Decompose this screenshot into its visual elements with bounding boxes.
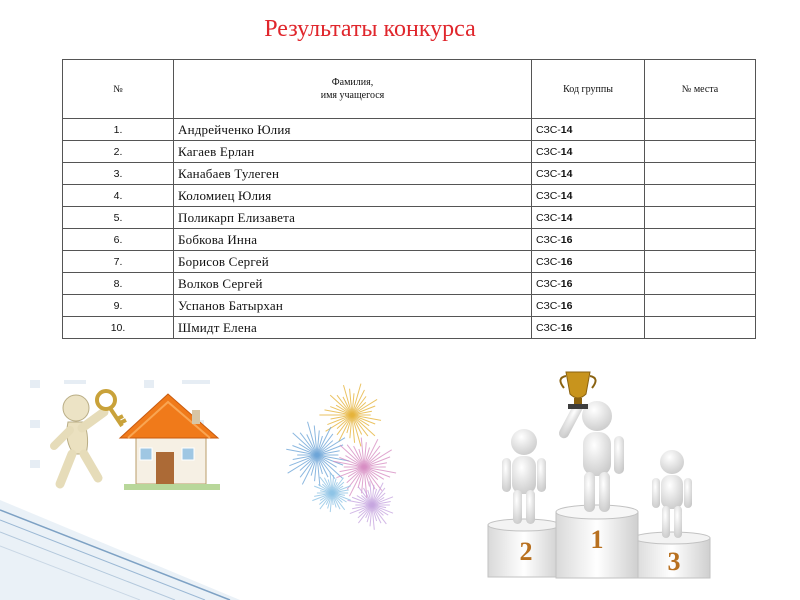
podium-label-3: 3 [667,547,681,576]
student-name: Канабаев Тулеген [174,163,532,185]
header-name [174,60,532,119]
corner-stripes-decoration [0,500,240,600]
group-code [532,317,645,339]
group-number: 14 [560,167,573,180]
person-figure [54,395,104,484]
student-name: Поликарп Елизавета [174,207,532,229]
student-name: Бобкова Инна [174,229,532,251]
group-number: 16 [560,299,573,312]
place-cell [645,163,756,185]
podium-illustration [438,360,778,585]
page-title: Результаты конкурса [264,16,476,42]
group-prefix: СЗС- [536,255,561,268]
table-row [63,295,756,317]
group-prefix: СЗС- [536,321,561,334]
table-row [63,185,756,207]
fireworks-illustration [272,375,422,535]
student-name: Борисов Сергей [174,251,532,273]
place-cell [645,141,756,163]
group-prefix: СЗС- [536,189,561,202]
house-key-illustration [24,372,234,500]
row-number: 1. [63,119,174,141]
group-code [532,163,645,185]
place-cell [645,229,756,251]
group-prefix: СЗС- [536,167,561,180]
group-number: 14 [560,145,573,158]
podium-label-1: 1 [590,525,604,554]
place-cell [645,295,756,317]
group-code [532,119,645,141]
header-num: № [63,60,174,119]
group-code [532,207,645,229]
group-code [532,273,645,295]
key-icon [97,391,126,426]
place-cell [645,317,756,339]
header-place: № места [645,60,756,119]
group-code [532,251,645,273]
row-number: 2. [63,141,174,163]
group-prefix: СЗС- [536,233,561,246]
group-number: 14 [560,211,573,224]
student-name: Успанов Батырхан [174,295,532,317]
row-number: 7. [63,251,174,273]
place-cell [645,251,756,273]
row-number: 5. [63,207,174,229]
group-number: 16 [560,255,573,268]
group-prefix: СЗС- [536,299,561,312]
figure-second-place [502,429,546,524]
student-name: Шмидт Елена [174,317,532,339]
header-group: Код группы [532,60,645,119]
row-number: 4. [63,185,174,207]
results-table [62,59,756,339]
student-name: Кагаев Ерлан [174,141,532,163]
podium-label-2: 2 [519,537,533,566]
group-code [532,141,645,163]
group-prefix: СЗС- [536,277,561,290]
table-row [63,273,756,295]
row-number: 9. [63,295,174,317]
row-number: 3. [63,163,174,185]
place-cell [645,207,756,229]
place-cell [645,119,756,141]
student-name: Андрейченко Юлия [174,119,532,141]
table-row [63,141,756,163]
row-number: 8. [63,273,174,295]
table-row [63,317,756,339]
group-number: 16 [560,321,573,334]
row-number: 10. [63,317,174,339]
table-row [63,207,756,229]
place-cell [645,185,756,207]
house-icon [120,394,220,490]
table-row [63,119,756,141]
table-row [63,229,756,251]
row-number: 6. [63,229,174,251]
group-code [532,229,645,251]
group-number: 14 [560,123,573,136]
header-name-line1: Фамилия, [331,77,374,88]
group-code [532,295,645,317]
group-prefix: СЗС- [536,211,561,224]
table-row [63,251,756,273]
student-name: Волков Сергей [174,273,532,295]
group-prefix: СЗС- [536,145,561,158]
place-cell [645,273,756,295]
group-prefix: СЗС- [536,123,561,136]
figure-first-place [557,400,624,512]
group-number: 14 [560,189,573,202]
group-code [532,185,645,207]
header-name-line2: имя учащегося [320,90,385,101]
group-number: 16 [560,233,573,246]
student-name: Коломиец Юлия [174,185,532,207]
table-header-row [63,60,756,119]
group-number: 16 [560,277,573,290]
figure-third-place [652,450,692,538]
table-row [63,163,756,185]
